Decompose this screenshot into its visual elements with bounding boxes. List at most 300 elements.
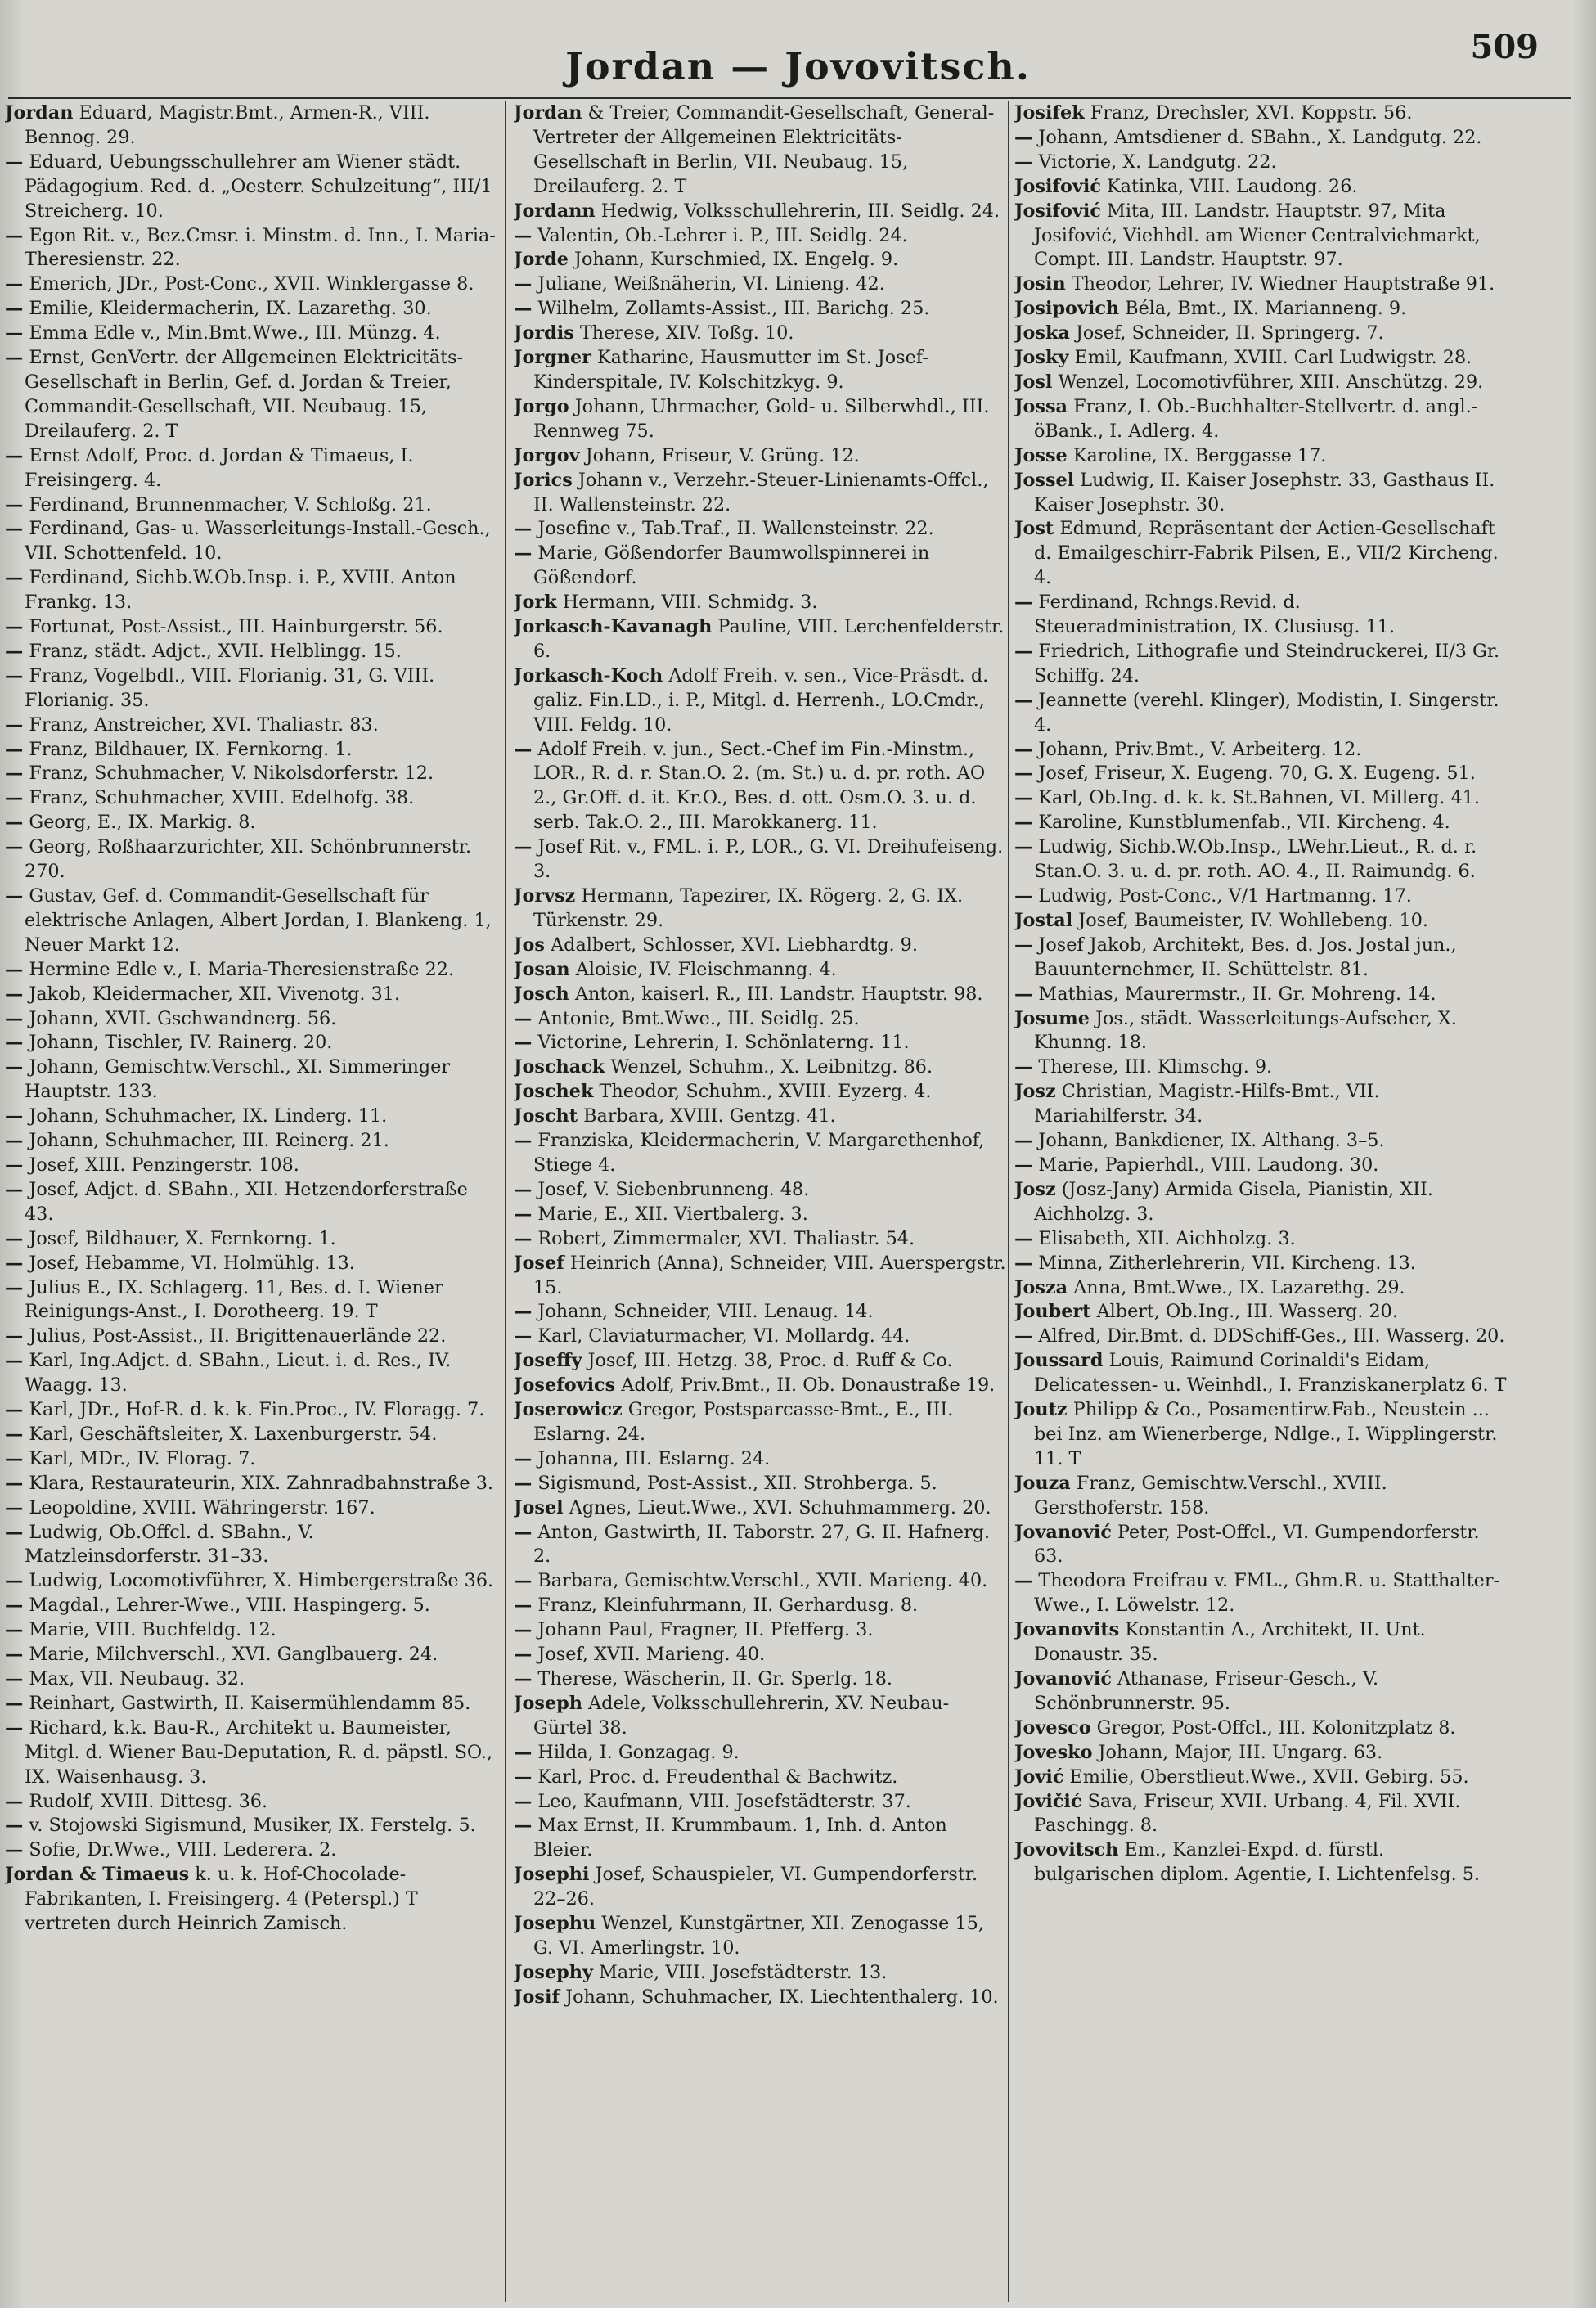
entry-surname: —: [5, 1839, 24, 1861]
entry-surname: —: [5, 958, 24, 980]
entry-surname: —: [5, 1056, 24, 1078]
entry-details: Ludwig, Sichb.W.Ob.Insp., LWehr.Lieut., R. d. r. Stan.O. 3. u. d. pr. roth. AO. 4., II. Raimundg. 6.: [1034, 836, 1477, 883]
entry-surname: Josephu: [514, 1913, 596, 1935]
entry-details: Friedrich, Lithografie und Steindruckerei, II/3 Gr. Schiffg. 24.: [1034, 640, 1500, 686]
entry-surname: —: [5, 151, 24, 173]
entry-details: Heinrich (Anna), Schneider, VIII. Auerspergstr. 15.: [533, 1252, 1006, 1298]
entry-surname: Joscht: [514, 1105, 578, 1127]
entry-surname: —: [514, 1570, 533, 1592]
entry-details: Wilhelm, Zollamts-Assist., III. Barichg. 25.: [537, 298, 930, 320]
directory-entry: [5, 322, 496, 346]
entry-details: Josef, V. Siebenbrunneng. 48.: [537, 1178, 810, 1200]
directory-entry: [1014, 322, 1507, 346]
entry-surname: Joschek: [514, 1081, 594, 1103]
entry-surname: Josl: [1014, 371, 1053, 393]
entry-surname: —: [514, 1595, 533, 1617]
directory-entry: [5, 151, 496, 224]
entry-surname: —: [5, 1032, 24, 1054]
entry-surname: —: [5, 1644, 24, 1666]
directory-entry: [514, 1129, 1006, 1178]
entry-details: Theodor, Schuhm., XVIII. Eyzerg. 4.: [599, 1081, 932, 1103]
entry-surname: —: [5, 1276, 24, 1298]
entry-details: Richard, k.k. Bau-R., Architekt u. Baumeister, Mitgl. d. Wiener Bau-Deputation, R. d. päpstl. SO., IX. Waisenhausg. 3.: [25, 1716, 493, 1788]
directory-entry: [514, 1007, 1006, 1032]
directory-entry: [1014, 1618, 1507, 1667]
entry-surname: Josif: [514, 1986, 560, 2008]
directory-entry: [5, 1423, 496, 1447]
entry-surname: —: [5, 1619, 24, 1641]
entry-details: Franz, Schuhmacher, XVIII. Edelhofg. 38.: [29, 787, 415, 809]
directory-entry: [5, 1692, 496, 1716]
entry-details: Marie, Gößendorfer Baumwollspinnerei in Gößendorf.: [533, 542, 930, 589]
directory-entry: [1014, 909, 1507, 934]
entry-surname: —: [5, 298, 24, 320]
column-divider-1: [505, 101, 506, 2302]
directory-entry: [5, 101, 496, 151]
entry-surname: Josefovics: [514, 1374, 616, 1397]
entry-surname: Josky: [1014, 347, 1069, 369]
directory-entry: [5, 762, 496, 786]
directory-entry: [514, 1325, 1006, 1349]
entry-surname: —: [1014, 1252, 1033, 1274]
entry-details: Hilda, I. Gonzagag. 9.: [537, 1741, 740, 1763]
directory-entry: [1014, 1252, 1507, 1276]
directory-entry: [1014, 517, 1507, 591]
directory-entry: [1014, 1325, 1507, 1349]
entry-details: Franziska, Kleidermacherin, V. Margarethenhof, Stiege 4.: [533, 1130, 985, 1176]
directory-entry: [514, 1374, 1006, 1398]
entry-details: Johann v., Verzehr.-Steuer-Linienamts-Offcl., II. Wallensteinstr. 22.: [533, 469, 989, 515]
page-number: 509: [1470, 28, 1539, 66]
entry-surname: Josza: [1014, 1276, 1068, 1298]
directory-entry: [5, 1790, 496, 1815]
entry-details: Therese, III. Klimschg. 9.: [1038, 1056, 1273, 1078]
entry-details: k. u. k. Hof-Chocolade-Fabrikanten, I. Freisingerg. 4 (Peterspl.) T vertreten durch Heinrich Zamisch.: [25, 1864, 418, 1935]
directory-entry: [1014, 811, 1507, 835]
directory-entry: [1014, 395, 1507, 444]
entry-details: Johann, Uhrmacher, Gold- u. Silberwhdl., III. Rennweg 75.: [533, 395, 990, 442]
directory-entry: [5, 224, 496, 273]
directory-entry: [1014, 1569, 1507, 1618]
entry-surname: Josch: [514, 983, 569, 1005]
directory-entry: [514, 1521, 1006, 1570]
directory-entry: [514, 738, 1006, 836]
entry-details: Therese, Wäscherin, II. Gr. Sperlg. 18.: [537, 1668, 892, 1689]
entry-details: Gregor, Post-Offcl., III. Kolonitzplatz 8.: [1096, 1716, 1456, 1739]
entry-surname: Jorkasch-Kavanagh: [514, 616, 713, 638]
entry-details: Franz, Kleinfuhrmann, II. Gerhardusg. 8.: [537, 1595, 919, 1617]
directory-entry: [5, 811, 496, 835]
directory-entry: [5, 738, 496, 763]
entry-details: Theodora Freifrau v. FML., Ghm.R. u. Statthalter-Wwe., I. Löwelstr. 12.: [1034, 1570, 1500, 1617]
entry-surname: Joutz: [1014, 1399, 1068, 1421]
directory-entry: [1014, 297, 1507, 322]
entry-details: Adolf Freih. v. sen., Vice-Präsdt. d. galiz. Fin.LD., i. P., Mitgl. d. Herrenh., LO.Cmdr., VIII. Feldg. 10.: [533, 664, 989, 736]
directory-entry: [514, 591, 1006, 615]
entry-surname: —: [5, 518, 24, 540]
directory-entry: [1014, 1741, 1507, 1766]
entry-details: Franz, Schuhmacher, V. Nikolsdorferstr. 12.: [29, 763, 434, 785]
entry-details: Jeannette (verehl. Klinger), Modistin, I. Singerstr. 4.: [1034, 689, 1499, 736]
header-rule: [8, 97, 1571, 99]
directory-entry: [1014, 934, 1507, 983]
directory-entry: [514, 884, 1006, 934]
entry-surname: Joska: [1014, 322, 1070, 344]
directory-entry: [514, 297, 1006, 322]
entry-surname: —: [5, 812, 24, 834]
entry-surname: Josifović: [1014, 200, 1101, 222]
entry-details: Josefine v., Tab.Traf., II. Wallensteinstr. 22.: [537, 518, 934, 540]
entry-surname: Joubert: [1014, 1301, 1091, 1323]
entry-details: Josef, Bildhauer, X. Fernkorng. 1.: [29, 1227, 336, 1249]
entry-surname: —: [1014, 1130, 1033, 1152]
directory-entry: [1014, 786, 1507, 811]
directory-entry: [514, 322, 1006, 346]
directory-entry: [514, 542, 1006, 591]
entry-surname: —: [5, 1790, 24, 1812]
entry-details: Karl, Geschäftsleiter, X. Laxenburgerstr. 54.: [29, 1423, 438, 1445]
entry-details: Adele, Volksschullehrerin, XV. Neubau-Gürtel 38.: [533, 1692, 950, 1739]
entry-details: Franz, städt. Adjct., XVII. Helblingg. 15.: [29, 640, 402, 662]
entry-surname: —: [514, 1301, 533, 1323]
entry-details: Franz, Gemischtw.Verschl., XVIII. Gersthoferstr. 158.: [1034, 1472, 1387, 1518]
directory-entry: [5, 1814, 496, 1838]
entry-details: Marie, E., XII. Viertbalerg. 3.: [537, 1203, 808, 1225]
directory-entry: [5, 958, 496, 983]
entry-surname: Josef: [514, 1252, 564, 1274]
entry-surname: —: [5, 567, 24, 589]
entry-surname: Josan: [514, 958, 570, 980]
entry-details: Adolf, Priv.Bmt., II. Ob. Donaustraße 19.: [621, 1374, 996, 1397]
entry-details: Karoline, Kunstblumenfab., VII. Kircheng. 4.: [1038, 812, 1450, 834]
entry-details: Gustav, Gef. d. Commandit-Gesellschaft für elektrische Anlagen, Albert Jordan, I. Blankeng. 1, Neuer Markt 12.: [25, 885, 492, 956]
entry-surname: —: [1014, 983, 1033, 1005]
entry-details: Emerich, JDr., Post-Conc., XVII. Winklergasse 8.: [29, 273, 474, 295]
directory-entry: [514, 1912, 1006, 1961]
entry-surname: —: [5, 1130, 24, 1152]
entry-surname: —: [5, 1595, 24, 1617]
directory-entry: [5, 1252, 496, 1276]
entry-surname: Jordann: [514, 200, 596, 222]
entry-details: Victorine, Lehrerin, I. Schönlaterng. 11.: [537, 1032, 910, 1054]
entry-surname: —: [1014, 1154, 1033, 1176]
entry-details: Philipp & Co., Posamentirw.Fab., Neustein ... bei Inz. am Wienerberge, Ndlge., I. Wipplingerstr. 11. T: [1034, 1399, 1498, 1469]
entry-details: Johann, Major, III. Ungarg. 63.: [1098, 1741, 1383, 1763]
entry-surname: —: [5, 1521, 24, 1543]
directory-entry: [5, 517, 496, 566]
directory-entry: [5, 1276, 496, 1325]
entry-surname: —: [5, 640, 24, 662]
entry-details: Josef, Hebamme, VI. Holmühlg. 13.: [29, 1252, 355, 1274]
entry-surname: —: [514, 273, 533, 295]
directory-entry: [5, 1838, 496, 1863]
directory-entry: [5, 346, 496, 444]
entry-details: Antonie, Bmt.Wwe., III. Seidlg. 25.: [537, 1007, 860, 1029]
directory-entry: [5, 615, 496, 640]
entry-surname: Jovičić: [1014, 1790, 1082, 1812]
entry-surname: —: [5, 713, 24, 736]
column-divider-2: [1008, 101, 1009, 2302]
entry-details: Johann, Priv.Bmt., V. Arbeiterg. 12.: [1038, 738, 1362, 760]
entry-surname: Josephi: [514, 1864, 590, 1886]
entry-details: Johann, Tischler, IV. Rainerg. 20.: [29, 1032, 333, 1054]
entry-details: Karl, Ob.Ing. d. k. k. St.Bahnen, VI. Millerg. 41.: [1038, 787, 1480, 809]
entry-details: Josef, III. Hetzg. 38, Proc. d. Ruff & Co.: [587, 1350, 953, 1372]
entry-details: Franz, Drechsler, XVI. Koppstr. 56.: [1090, 102, 1413, 124]
directory-entry: [5, 1178, 496, 1227]
entry-details: Therese, XIV. Toßg. 10.: [579, 322, 794, 344]
entry-surname: Jorics: [514, 469, 573, 491]
directory-entry: [1014, 371, 1507, 395]
entry-details: Mathias, Maurermstr., II. Gr. Mohreng. 14.: [1038, 983, 1436, 1005]
entry-details: Johann, XVII. Gschwandnerg. 56.: [29, 1007, 337, 1029]
entry-details: Marie, Milchverschl., XVI. Ganglbauerg. 24.: [29, 1644, 438, 1666]
entry-surname: —: [1014, 763, 1033, 785]
entry-details: Johann, Schuhmacher, IX. Liechtenthalerg. 10.: [565, 1986, 999, 2008]
directory-entry: [514, 1447, 1006, 1472]
directory-entry: [5, 1667, 496, 1692]
directory-entry: [514, 272, 1006, 297]
entry-details: Hedwig, Volksschullehrerin, III. Seidlg. 24.: [600, 200, 1000, 222]
entry-surname: —: [5, 983, 24, 1005]
directory-entry: [1014, 1227, 1507, 1252]
entry-surname: Joussard: [1014, 1350, 1104, 1372]
entry-surname: —: [5, 1252, 24, 1274]
entry-details: Emma Edle v., Min.Bmt.Wwe., III. Münzg. 4.: [29, 322, 441, 344]
entry-details: Elisabeth, XII. Aichholzg. 3.: [1038, 1227, 1296, 1249]
entry-details: Fortunat, Post-Assist., III. Hainburgerstr. 56.: [29, 616, 443, 638]
entry-surname: —: [5, 1423, 24, 1445]
entry-surname: Jossa: [1014, 395, 1068, 417]
entry-details: Josef Jakob, Architekt, Bes. d. Jos. Jostal jun., Bauunternehmer, II. Schüttelstr. 81.: [1034, 934, 1457, 980]
entry-details: Ludwig, Ob.Offcl. d. SBahn., V. Matzleinsdorferstr. 31–33.: [25, 1521, 314, 1568]
directory-entry: [514, 1986, 1006, 2010]
entry-surname: Josifović: [1014, 175, 1101, 197]
directory-entry: [514, 1766, 1006, 1790]
entry-details: Franz, Anstreicher, XVI. Thaliastr. 83.: [29, 713, 379, 736]
entry-details: Wenzel, Schuhm., X. Leibnitzg. 86.: [610, 1056, 933, 1078]
directory-entry: [514, 1569, 1006, 1594]
directory-entry: [1014, 983, 1507, 1007]
entry-details: Josef, XVII. Marieng. 40.: [537, 1644, 766, 1666]
entry-details: Barbara, XVIII. Gentzg. 41.: [583, 1105, 836, 1127]
directory-entry: [5, 786, 496, 811]
entry-surname: —: [5, 347, 24, 369]
entry-details: Egon Rit. v., Bez.Cmsr. i. Minstm. d. Inn., I. Maria-Theresienstr. 22.: [25, 224, 496, 271]
directory-entry: [514, 664, 1006, 738]
directory-entry: [514, 346, 1006, 395]
entry-details: Josef, Baumeister, IV. Wohllebeng. 10.: [1078, 909, 1428, 931]
directory-entry: [5, 1154, 496, 1178]
entry-surname: —: [514, 1644, 533, 1666]
entry-details: Marie, VIII. Josefstädterstr. 13.: [599, 1961, 888, 1983]
directory-entry: [514, 1080, 1006, 1105]
entry-surname: —: [1014, 836, 1033, 858]
directory-entry: [1014, 200, 1507, 273]
directory-entry: [514, 1594, 1006, 1618]
entry-surname: —: [514, 224, 533, 246]
entry-details: Johann Paul, Fragner, II. Pfefferg. 3.: [537, 1619, 874, 1641]
entry-surname: —: [514, 1766, 533, 1788]
directory-entry: [1014, 1080, 1507, 1129]
entry-surname: —: [514, 1619, 533, 1641]
directory-entry: [514, 1667, 1006, 1692]
entry-surname: Jović: [1014, 1766, 1064, 1788]
entry-details: Josef, Schneider, II. Springerg. 7.: [1075, 322, 1384, 344]
directory-entry: [5, 297, 496, 322]
directory-entry: [1014, 1007, 1507, 1056]
entry-details: Ludwig, II. Kaiser Josephstr. 33, Gasthaus II. Kaiser Josephstr. 30.: [1034, 469, 1495, 515]
entry-details: Agnes, Lieut.Wwe., XVI. Schuhmammerg. 20.: [569, 1496, 991, 1518]
entry-details: Ferdinand, Sichb.W.Ob.Insp. i. P., XVIII. Anton Frankg. 13.: [25, 567, 456, 614]
entry-surname: —: [1014, 934, 1033, 956]
entry-surname: —: [5, 224, 24, 246]
directory-entry: [5, 835, 496, 884]
directory-entry: [514, 1472, 1006, 1496]
directory-entry: [1014, 1055, 1507, 1080]
entry-details: Julius E., IX. Schlagerg. 11, Bes. d. I. Wiener Reinigungs-Anst., I. Dorotheerg. 19. T: [25, 1276, 443, 1323]
directory-entry: [5, 1643, 496, 1667]
directory-entry: [514, 1863, 1006, 1912]
entry-details: Barbara, Gemischtw.Verschl., XVII. Marieng. 40.: [537, 1570, 988, 1592]
entry-details: Rudolf, XVIII. Dittesg. 36.: [29, 1790, 268, 1812]
directory-entry: [5, 713, 496, 738]
entry-details: Karl, Proc. d. Freudenthal & Bachwitz.: [537, 1766, 898, 1788]
entry-details: Ludwig, Post-Conc., V/1 Hartmanng. 17.: [1038, 885, 1412, 907]
entry-details: Ferdinand, Rchngs.Revid. d. Steueradministration, IX. Clusiusg. 11.: [1034, 592, 1396, 638]
entry-surname: Jork: [514, 592, 557, 614]
entry-details: Theodor, Lehrer, IV. Wiedner Hauptstraße 91.: [1071, 273, 1495, 295]
entry-surname: —: [514, 1227, 533, 1249]
entry-surname: Jos: [514, 934, 545, 956]
directory-entry: [514, 248, 1006, 272]
page-title: Jordan — Jovovitsch.: [565, 44, 1031, 88]
directory-entry: [514, 444, 1006, 469]
entry-details: Mita, III. Landstr. Hauptstr. 97, Mita Josifović, Viehhdl. am Wiener Centralviehmarkt, Compt. III. Landstr. Hauptstr. 97.: [1034, 200, 1481, 271]
directory-entry: [514, 1961, 1006, 1986]
directory-entry: [1014, 689, 1507, 738]
entry-details: Karl, Claviaturmacher, VI. Mollardg. 44.: [537, 1325, 910, 1347]
entry-details: Josef, Schauspieler, VI. Gumpendorferstr. 22–26.: [533, 1864, 978, 1910]
entry-details: Julius, Post-Assist., II. Brigittenauerlände 22.: [29, 1325, 447, 1347]
entry-surname: Jorgo: [514, 395, 569, 417]
entry-details: Wenzel, Kunstgärtner, XII. Zenogasse 15, G. VI. Amerlingstr. 10.: [533, 1913, 984, 1959]
directory-entry: [1014, 126, 1507, 151]
directory-entry: [514, 1203, 1006, 1227]
directory-entry: [5, 1863, 496, 1937]
entry-surname: —: [5, 664, 24, 686]
entry-surname: —: [514, 1815, 533, 1837]
entry-details: Sofie, Dr.Wwe., VIII. Lederera. 2.: [29, 1839, 337, 1861]
entry-surname: Josume: [1014, 1007, 1090, 1029]
directory-entry: [1014, 444, 1507, 469]
directory-entry: [5, 1447, 496, 1472]
entry-surname: —: [514, 1790, 533, 1812]
directory-entry: [5, 1618, 496, 1643]
entry-details: Johann, Kurschmied, IX. Engelg. 9.: [574, 249, 899, 271]
entry-surname: —: [5, 322, 24, 344]
entry-details: Franz, Vogelbdl., VIII. Florianig. 31, G. VIII. Florianig. 35.: [25, 664, 435, 711]
entry-details: Louis, Raimund Corinaldi's Eidam, Delicatessen- u. Weinhdl., I. Franziskanerplatz 6. T: [1034, 1350, 1507, 1397]
entry-details: Robert, Zimmermaler, XVI. Thaliastr. 54.: [537, 1227, 915, 1249]
entry-details: & Treier, Commandit-Gesellschaft, General-Vertreter der Allgemeinen Elektricitäts-Gesellschaft in Berlin, VII. Neubaug. 15, Dreilauferg. 2. T: [533, 102, 995, 197]
directory-entry: [514, 835, 1006, 884]
entry-surname: —: [5, 1668, 24, 1689]
column-right: [1014, 101, 1507, 2302]
directory-entry: [1014, 272, 1507, 297]
entry-details: Josef, Adjct. d. SBahn., XII. Hetzendorferstraße 43.: [25, 1178, 468, 1225]
directory-entry: [514, 1178, 1006, 1203]
entry-details: Eduard, Uebungsschullehrer am Wiener städt. Pädagogium. Red. d. „Oesterr. Schulzeitung“, III/1 Streicherg. 10.: [25, 151, 492, 222]
entry-surname: —: [5, 836, 24, 858]
entry-details: Jakob, Kleidermacher, XII. Vivenotg. 31.: [29, 983, 401, 1005]
entry-surname: —: [1014, 812, 1033, 834]
directory-entry: [1014, 640, 1507, 689]
entry-details: Ferdinand, Gas- u. Wasserleitungs-Install.-Gesch., VII. Schottenfeld. 10.: [25, 518, 491, 565]
directory-entry: [514, 1252, 1006, 1301]
directory-entry: [1014, 1472, 1507, 1521]
directory-entry: [5, 983, 496, 1007]
directory-entry: [5, 1569, 496, 1594]
directory-entry: [514, 1692, 1006, 1741]
entry-details: Albert, Ob.Ing., III. Wasserg. 20.: [1096, 1301, 1398, 1323]
entry-details: Josef, XIII. Penzingerstr. 108.: [29, 1154, 299, 1176]
directory-entry: [1014, 1276, 1507, 1301]
entry-details: Wenzel, Locomotivführer, XIII. Anschützg. 29.: [1058, 371, 1484, 393]
directory-entry: [514, 1227, 1006, 1252]
entry-surname: —: [514, 1521, 533, 1543]
entry-details: Johann, Schuhmacher, IX. Linderg. 11.: [29, 1105, 388, 1127]
entry-surname: —: [5, 1716, 24, 1739]
directory-entry: [514, 200, 1006, 224]
entry-details: Hermann, Tapezirer, IX. Rögerg. 2, G. IX. Türkenstr. 29.: [533, 885, 964, 931]
entry-surname: —: [1014, 640, 1033, 662]
entry-surname: —: [5, 493, 24, 515]
directory-entry: [5, 1594, 496, 1618]
entry-surname: —: [1014, 1570, 1033, 1592]
directory-entry: [1014, 1129, 1507, 1154]
directory-entry: [1014, 175, 1507, 200]
entry-surname: —: [5, 1325, 24, 1347]
entry-surname: Jovanović: [1014, 1668, 1112, 1689]
entry-surname: —: [514, 1472, 533, 1494]
directory-entry: [514, 1055, 1006, 1080]
directory-entry: [5, 1521, 496, 1570]
entry-details: Eduard, Magistr.Bmt., Armen-R., VIII. Bennog. 29.: [25, 102, 430, 148]
entry-details: Emil, Kaufmann, XVIII. Carl Ludwigstr. 28.: [1074, 347, 1472, 369]
entry-details: Emilie, Oberstlieut.Wwe., XVII. Gebirg. 55.: [1069, 1766, 1469, 1788]
directory-entry: [514, 934, 1006, 958]
entry-details: Georg, Roßhaarzurichter, XII. Schönbrunnerstr. 270.: [25, 836, 472, 883]
entry-surname: Josse: [1014, 444, 1068, 466]
column-left: [5, 101, 496, 2302]
entry-surname: —: [5, 273, 24, 295]
entry-details: Katharine, Hausmutter im St. Josef-Kinderspitale, IV. Kolschitzkyg. 9.: [533, 347, 928, 393]
directory-entry: [514, 615, 1006, 664]
entry-details: Aloisie, IV. Fleischmanng. 4.: [575, 958, 837, 980]
entry-surname: —: [1014, 1056, 1033, 1078]
entry-details: Josef, Friseur, X. Eugeng. 70, G. X. Eugeng. 51.: [1038, 763, 1476, 785]
entry-surname: Jovanovits: [1014, 1619, 1120, 1641]
directory-entry: [1014, 1790, 1507, 1839]
entry-details: Hermann, VIII. Schmidg. 3.: [562, 592, 818, 614]
directory-entry: [5, 566, 496, 615]
directory-entry: [1014, 1667, 1507, 1716]
directory-entry: [514, 395, 1006, 444]
entry-details: Pauline, VIII. Lerchenfelderstr. 6.: [533, 616, 1005, 662]
entry-surname: Jorgov: [514, 444, 580, 466]
entry-surname: Josz: [1014, 1178, 1056, 1200]
